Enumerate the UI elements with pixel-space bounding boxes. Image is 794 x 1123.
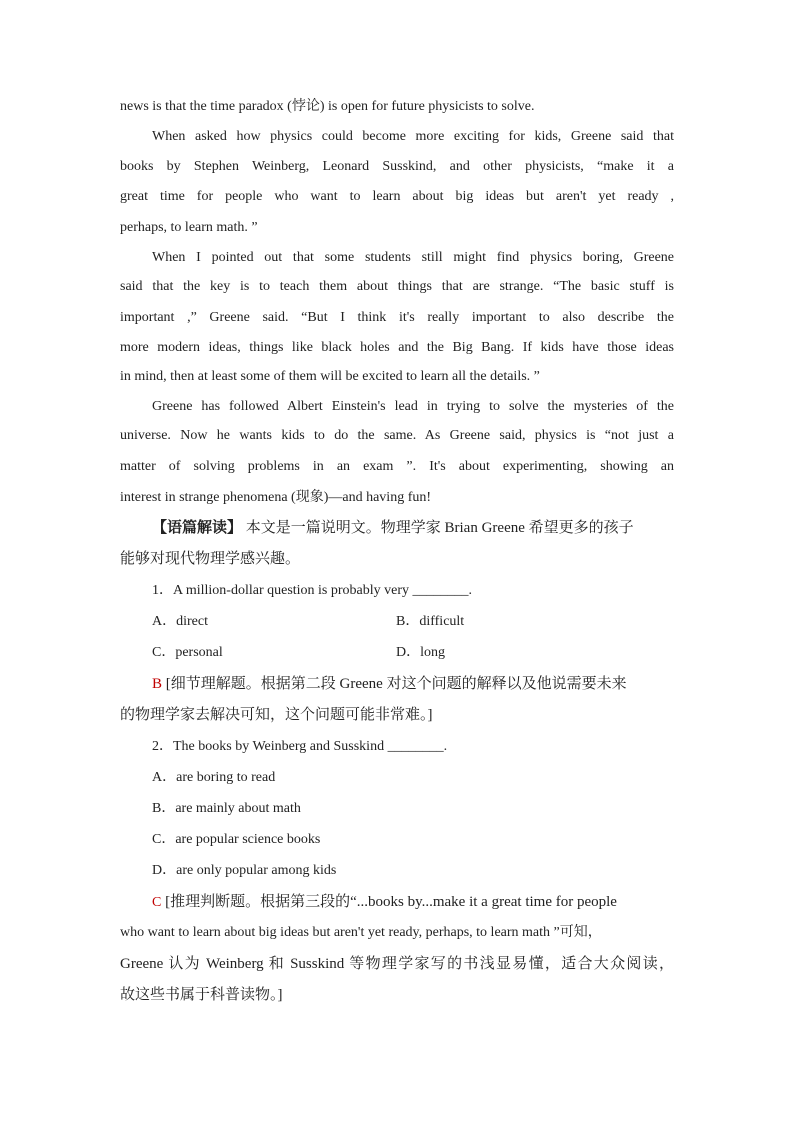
q2-answer: C (152, 895, 162, 910)
para3-line3: important ,” Greene said. “But I think it's really important to also describe the (120, 310, 674, 325)
q1-explanation-line1: B [细节理解题。根据第二段 Greene 对这个问题的解释以及他说需要未来 (152, 676, 627, 692)
q1-option-c: C．personal (152, 645, 223, 660)
para2-line3: great time for people who want to learn about big ideas but aren't yet ready , (120, 189, 674, 204)
q2-option-a: A．are boring to read (152, 770, 276, 785)
para4-line3: matter of solving problems in an exam ”. It's about experimenting, showing an (120, 459, 674, 474)
para4-line1: Greene has followed Albert Einstein's lead in trying to solve the mysteries of the (152, 399, 674, 414)
q1-option-d: D．long (396, 645, 445, 660)
q2-explanation-line1: C [推理判断题。根据第三段的“...books by...make it a great time for people (152, 894, 617, 910)
q2-option-d: D．are only popular among kids (152, 863, 337, 878)
q2-explanation-line3: Greene 认为 Weinberg 和 Susskind 等物理学家写的书浅显易懂，适合大众阅读， (120, 956, 674, 972)
q2-explanation-line2: who want to learn about big ideas but aren't yet ready, perhaps, to learn math ”可知， (120, 925, 602, 940)
para2-line4: perhaps, to learn math. ” (120, 220, 258, 235)
para3-line2: said that the key is to teach them about things that are strange. “The basic stuff is (120, 279, 674, 294)
para4-line4: interest in strange phenomena (现象)—and having fun! (120, 490, 432, 505)
q2-explanation-line4: 故这些书属于科普读物。] (120, 987, 283, 1003)
para2-line1: When asked how physics could become more exciting for kids, Greene said that (152, 129, 674, 144)
q1-option-b: B．difficult (396, 614, 465, 629)
q1-option-a: A．direct (152, 614, 208, 629)
analysis-line2: 能够对现代物理学感兴趣。 (120, 551, 301, 567)
question-1-stem: 1．A million-dollar question is probably very ________. (152, 583, 473, 598)
para4-line2: universe. Now he wants kids to do the same. As Greene said, physics is “not just a (120, 428, 674, 443)
q2-option-c: C．are popular science books (152, 832, 321, 847)
para2-line2: books by Stephen Weinberg, Leonard Susskind, and other physicists, “make it a (120, 159, 674, 174)
analysis-heading: 【语篇解读】 (152, 520, 243, 536)
para3-line4: more modern ideas, things like black holes and the Big Bang. If kids have those ideas (120, 340, 674, 355)
question-2-stem: 2．The books by Weinberg and Susskind ________. (152, 739, 448, 754)
para3-line1: When I pointed out that some students still might find physics boring, Greene (152, 250, 674, 265)
q2-option-b: B．are mainly about math (152, 801, 301, 816)
analysis-line1: 【语篇解读】 本文是一篇说明文。物理学家 Brian Greene 希望更多的孩子 (152, 520, 634, 536)
para1-line1: news is that the time paradox (悖论) is open for future physicists to solve. (120, 99, 535, 114)
q1-explanation-line2: 的物理学家去解决可知，这个问题可能非常难。] (120, 707, 433, 723)
para3-line5: in mind, then at least some of them will be excited to learn all the details. ” (120, 369, 540, 384)
q1-answer: B (152, 676, 163, 692)
